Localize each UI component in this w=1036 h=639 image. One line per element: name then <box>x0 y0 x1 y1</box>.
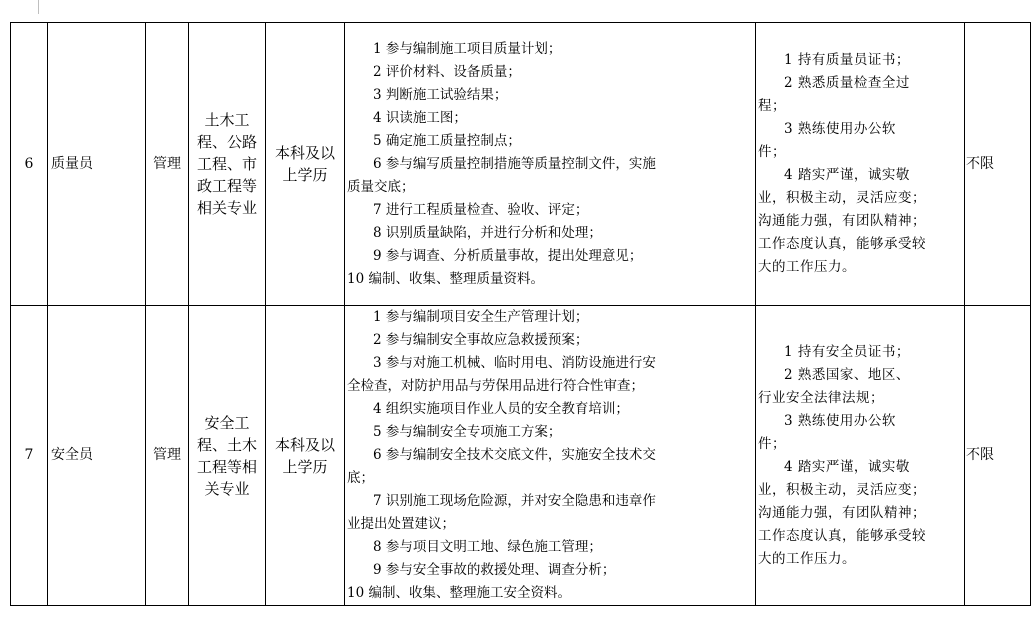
duties-cell <box>345 306 756 606</box>
position-name: 安全员 <box>48 306 146 606</box>
duty-line: 1 参与编制施工项目质量计划； <box>373 40 562 57</box>
requirement-line: 1 持有安全员证书； <box>784 343 910 360</box>
duty-line: 4 组织实施项目作业人员的安全教育培训； <box>373 401 629 417</box>
duty-line: 9 参与调查、分析质量事故，提出处理意见； <box>373 247 643 264</box>
top-margin <box>0 0 1036 22</box>
requirement-line: 业，积极主动，灵活应变； <box>758 481 926 498</box>
row-number: 7 <box>11 306 48 606</box>
requirements-cell <box>756 306 965 606</box>
requirement-line: 大的工作压力。 <box>758 259 856 275</box>
duty-line: 8 识别质量缺陷，并进行分析和处理； <box>373 224 602 241</box>
duty-line: 7 进行工程质量检查、验收、评定； <box>373 201 589 218</box>
education-cell <box>266 23 345 306</box>
major-line: 关专业 <box>204 479 250 498</box>
duties-list <box>345 306 755 605</box>
requirements-list <box>756 341 964 571</box>
requirement-line: 2 熟悉质量检查全过 <box>784 75 910 91</box>
requirement-line: 沟通能力强，有团队精神； <box>758 504 926 521</box>
education-line: 上学历 <box>282 166 328 184</box>
table-row <box>11 23 1031 306</box>
requirement-line: 工作态度认真，能够承受较 <box>758 527 926 544</box>
major-line: 政工程等 <box>196 177 257 195</box>
requirement-line: 行业安全法律法规； <box>758 389 884 406</box>
requirement-line: 3 熟练使用办公软 <box>784 121 896 137</box>
duties-list <box>345 38 755 291</box>
major-line: 工程、市 <box>196 155 257 173</box>
requirement-line: 3 熟练使用办公软 <box>784 412 896 429</box>
education-line: 上学历 <box>282 457 328 476</box>
table-body <box>11 23 1031 606</box>
duty-line: 8 参与项目文明工地、绿色施工管理； <box>373 539 602 555</box>
requirement-line: 大的工作压力。 <box>758 550 856 567</box>
education-cell <box>266 306 345 606</box>
requirements-list <box>756 49 964 279</box>
position-category: 管理 <box>146 306 189 606</box>
duty-line: 底； <box>347 470 374 486</box>
job-requirements-table <box>10 22 1031 606</box>
duty-line: 全检查，对防护用品与劳保用品进行符合性审查； <box>347 378 644 394</box>
duty-line: 2 参与编制安全事故应急救援预案； <box>373 332 589 348</box>
other-requirement: 不限 <box>965 306 1031 606</box>
other-requirement: 不限 <box>965 23 1031 306</box>
duty-line: 7 识别施工现场危险源，并对安全隐患和违章作 <box>373 493 656 509</box>
major-cell <box>189 23 266 306</box>
duty-line: 5 确定施工质量控制点； <box>373 132 521 149</box>
duties-cell <box>345 23 756 306</box>
requirement-line: 件； <box>758 435 786 452</box>
education-line: 本科及以 <box>274 144 335 162</box>
duty-line: 10 编制、收集、整理施工安全资料。 <box>347 585 571 601</box>
major-line: 土木工 <box>204 111 250 129</box>
requirement-line: 业，积极主动，灵活应变； <box>758 190 926 206</box>
major-line: 程、公路 <box>196 133 257 151</box>
duty-line: 6 参与编制安全技术交底文件，实施安全技术交 <box>373 447 656 463</box>
requirement-line: 工作态度认真，能够承受较 <box>758 236 926 252</box>
requirement-line: 1 持有质量员证书； <box>784 52 910 68</box>
requirement-line: 2 熟悉国家、地区、 <box>784 366 910 383</box>
duty-line: 3 参与对施工机械、临时用电、消防设施进行安 <box>373 355 656 371</box>
duty-line: 9 参与安全事故的救援处理、调查分析； <box>373 562 616 578</box>
duty-line: 1 参与编制项目安全生产管理计划； <box>373 309 589 325</box>
position-name: 质量员 <box>48 23 146 306</box>
row-number: 6 <box>11 23 48 306</box>
duty-line: 2 评价材料、设备质量； <box>373 63 521 80</box>
duty-line: 10 编制、收集、整理质量资料。 <box>347 270 544 287</box>
page-margin-marker <box>38 0 39 14</box>
duty-line: 5 参与编制安全专项施工方案； <box>373 424 562 440</box>
table-row <box>11 306 1031 606</box>
major-line: 相关专业 <box>196 199 257 217</box>
requirement-line: 沟通能力强，有团队精神； <box>758 213 926 229</box>
duty-line: 3 判断施工试验结果； <box>373 86 508 103</box>
requirement-line: 4 踏实严谨，诚实敬 <box>784 167 910 183</box>
major-cell <box>189 306 266 606</box>
major-line: 安全工 <box>204 413 250 432</box>
education-line: 本科及以 <box>274 435 335 454</box>
duty-line: 质量交底； <box>347 178 415 195</box>
requirements-cell <box>756 23 965 306</box>
major-line: 程、土木 <box>196 435 257 454</box>
requirement-line: 件； <box>758 144 786 160</box>
duty-line: 业提出处置建议； <box>347 516 455 532</box>
requirement-line: 程； <box>758 98 786 114</box>
duty-line: 4 识读施工图； <box>373 109 467 126</box>
major-line: 工程等相 <box>196 457 257 476</box>
requirement-line: 4 踏实严谨，诚实敬 <box>784 458 910 475</box>
duty-line: 6 参与编写质量控制措施等质量控制文件，实施 <box>373 155 656 172</box>
position-category: 管理 <box>146 23 189 306</box>
